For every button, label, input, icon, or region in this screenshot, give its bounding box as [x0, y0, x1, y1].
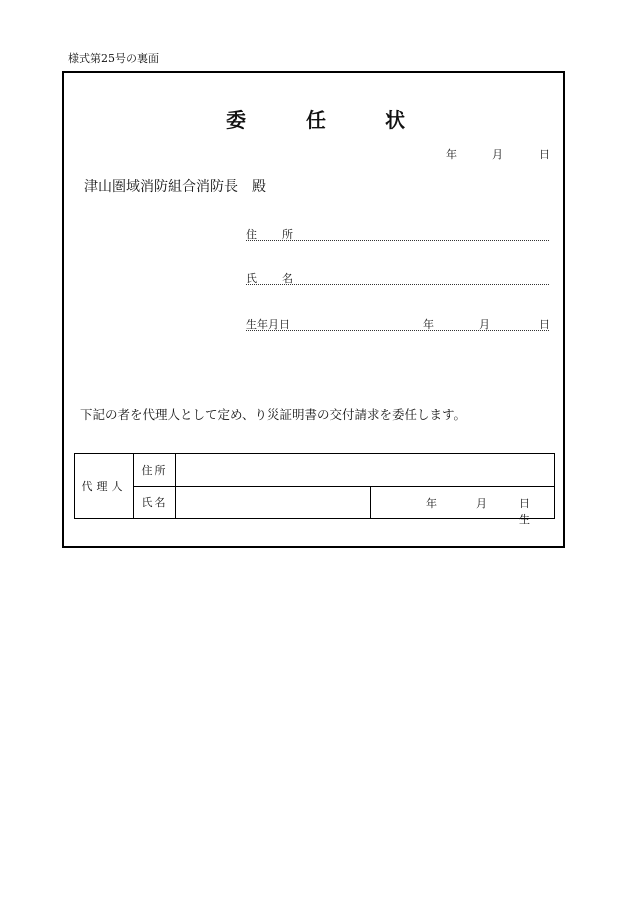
- agent-name-label: 氏名: [134, 486, 176, 519]
- agent-birth-day-unit: 日生: [519, 496, 538, 526]
- date-year-unit: 年: [446, 148, 457, 161]
- date-day-unit: 日: [539, 148, 550, 161]
- agent-name-input[interactable]: [176, 486, 371, 519]
- delegation-statement: 下記の者を代理人として定め、り災証明書の交付請求を委任します。: [80, 407, 467, 422]
- title-char-1: 委: [226, 108, 246, 132]
- agent-address-input[interactable]: [176, 454, 555, 487]
- addressee-name: 津山圏域消防組合消防長: [84, 179, 238, 195]
- date-month-unit: 月: [492, 148, 503, 161]
- form-number: 様式第25号の裏面: [68, 52, 159, 65]
- agent-birth-year-unit: 年: [426, 496, 437, 510]
- addressee-honorific: 殿: [252, 179, 266, 195]
- principal-address-label-1: 住: [246, 228, 257, 241]
- title-char-2: 任: [306, 108, 326, 132]
- agent-birthdate-cell[interactable]: [371, 486, 555, 526]
- principal-birth-label: 生年月日: [246, 318, 290, 331]
- agent-group-label: 代理人: [75, 454, 134, 519]
- agent-table: [74, 453, 555, 526]
- principal-name-label-2: 名: [282, 272, 293, 285]
- principal-birth-month-unit: 月: [479, 318, 490, 331]
- agent-birth-month-unit: 月: [476, 496, 487, 510]
- agent-address-label: 住所: [134, 454, 176, 487]
- principal-name-label-1: 氏: [246, 272, 257, 285]
- principal-birth-day-unit: 日: [539, 318, 550, 331]
- title-char-3: 状: [385, 108, 405, 132]
- principal-birth-year-unit: 年: [423, 318, 434, 331]
- principal-name-field[interactable]: [246, 270, 549, 285]
- principal-birthdate-field[interactable]: [246, 316, 549, 331]
- addressee: [84, 176, 266, 196]
- principal-address-label-2: 所: [282, 228, 293, 241]
- principal-address-field[interactable]: [246, 226, 549, 241]
